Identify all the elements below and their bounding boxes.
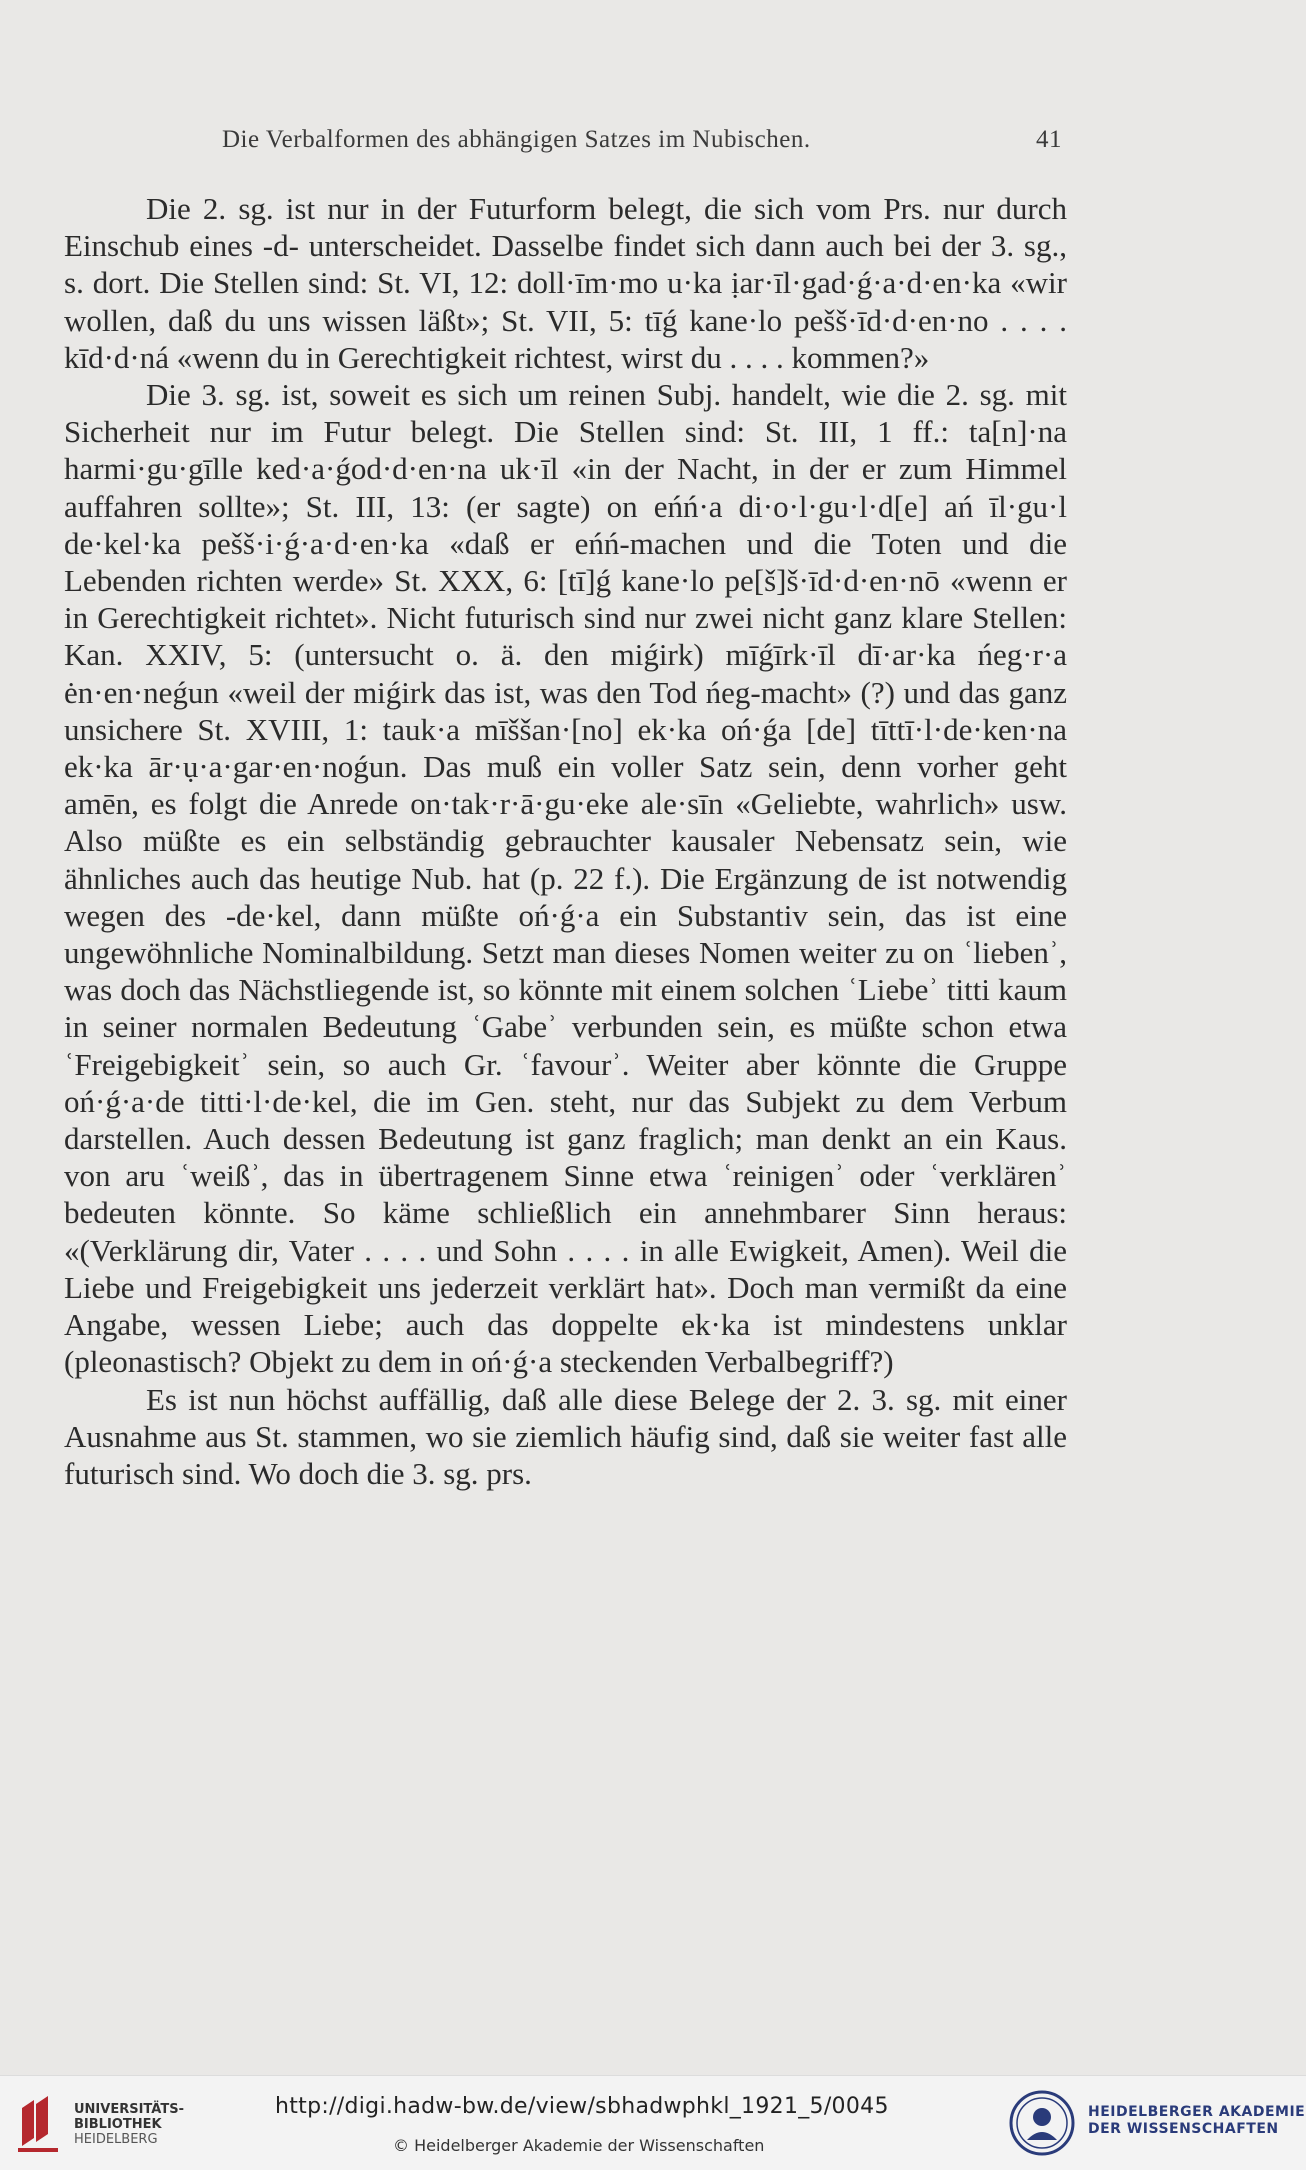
viewer-footer (0, 2075, 1306, 2170)
academy-name: HEIDELBERGER AKADEMIE DER WISSENSCHAFTEN (1088, 2104, 1306, 2137)
academy-seal-icon (1009, 2090, 1075, 2156)
paragraph-3: Es ist nun höchst auffällig, daß alle diese Belege der 2. 3. sg. mit einer Ausnahme aus St. stammen, wo sie ziemlich häufig sind, daß sie weiter fast alle futurisch sind. Wo doch die 3. sg. prs. (64, 1381, 1067, 1491)
copyright-notice: © Heidelberger Akademie der Wissenschaften (393, 2136, 765, 2155)
university-library-name: UNIVERSITÄTS- BIBLIOTHEK HEIDELBERG (74, 2102, 184, 2147)
running-header (222, 126, 1062, 162)
permalink-url[interactable]: http://digi.hadw-bw.de/view/sbhadwphkl_1921_5/0045 (275, 2094, 889, 2119)
paragraph-1: Die 2. sg. ist nur in der Futurform belegt, die sich vom Prs. nur durch Einschub eines -d- unterscheidet. Dasselbe findet sich dann auch bei der 3. sg., s. dort. Die Stellen sind: St. VI, 12: doll·īm·mo u·ka ịar·īl·gad·ǵ·a·d·en·ka «wir wollen, daß du uns wissen läßt»; St. VII, 5: tīǵ kane·lo pešš·īd·d·en·no . . . . kīd·d·ná «wenn du in Gerechtigkeit richtest, wirst du . . . . kommen?» (64, 191, 1067, 375)
paragraph-2: Die 3. sg. ist, soweit es sich um reinen Subj. handelt, wie die 2. sg. mit Sicherheit nur im Futur belegt. Die Stellen sind: St. III, 1 ff.: ta[n]·na harmi·gu·gīlle ked·a·ǵod·d·en·na uk·īl «in der Nacht, in der er zum Himmel auffahren sollte»; St. III, 13: (er sagte) on eńń·a di·o·l·gu·l·d[e] ań īl·gu·l de·kel·ka pešš·i·ǵ·a·d·en·ka «daß er eńń-machen und die Toten und die Lebenden richten werde» St. XXX, 6: [tī]ǵ kane·lo pe[š]š·īd·d·en·nō «wenn er in Gerechtigkeit richtet». Nicht futurisch sind nur zwei nicht ganz klare Stellen: Kan. XXIV, 5: (untersucht o. ä. den miǵirk) mīǵīrk·īl dī·ar·ka ńeg·r·a ėn·en·neǵun «weil der miǵirk das ist, was den Tod ńeg-macht» (?) und das ganz unsichere St. XVIII, 1: tauk·a mīššan·[no] ek·ka oń·ǵa [de] tīttī·l·de·ken·na ek·ka ār·ụ·a·gar·en·noǵun. Das muß ein voller Satz sein, denn vorher geht amēn, es folgt die Anrede on·tak·r·ā·gu·eke ale·sīn «Geliebte, wahrlich» usw. Also müßte es ein selbständig gebrauchter kausaler Nebensatz sein, wie ähnliches auch das heutige Nub. hat (p. 22 f.). Die Ergänzung de ist notwendig wegen des -de·kel, dann müßte oń·ǵ·a ein Substantiv sein, das ist eine ungewöhnliche Nominalbildung. Setzt man dieses Nomen weiter zu on ʿliebenʾ, was doch das Nächstliegende ist, so könnte mit einem solchen ʿLiebeʾ titti kaum in seiner normalen Bedeutung ʿGabeʾ verbunden sein, es müßte schon etwa ʿFreigebigkeitʾ sein, so auch Gr. ʿfavourʾ. Weiter aber könnte die Gruppe oń·ǵ·a·de titti·l·de·kel, die im Gen. steht, nur das Subjekt zu dem Verbum darstellen. Auch dessen Bedeutung ist ganz fraglich; man denkt an ein Kaus. von aru ʿweißʾ, das in übertragenem Sinne etwa ʿreinigenʾ oder ʿverklärenʾ bedeuten könnte. So käme schließlich ein annehmbarer Sinn heraus: «(Verklärung dir, Vater . . . . und Sohn . . . . in alle Ewigkeit, Amen). Weil die Liebe und Freigebigkeit uns jederzeit verklärt hat». Doch man vermißt da eine Angabe, wessen Liebe; auch das doppelte ek·ka ist mindestens unklar (pleonastisch? Objekt zu dem in oń·ǵ·a steckenden Verbalbegriff?) (64, 377, 1067, 1380)
university-library-logo-icon (14, 2094, 66, 2154)
page-number: 41 (1036, 126, 1062, 153)
body-text (64, 190, 1067, 1492)
running-title: Die Verbalformen des abhängigen Satzes im Nubischen. (222, 126, 811, 153)
